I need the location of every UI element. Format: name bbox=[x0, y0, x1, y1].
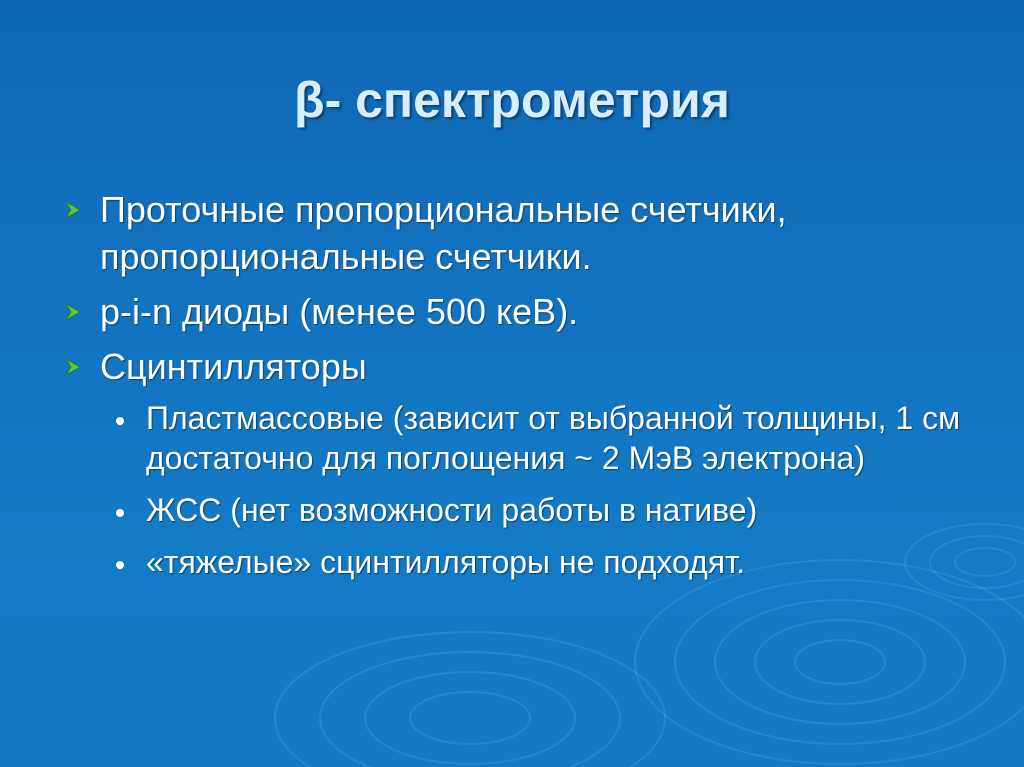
sub-bullet-text: «тяжелые» сцинтилляторы не подходят. bbox=[146, 544, 746, 580]
slide-title: β- спектрометрия bbox=[294, 72, 730, 128]
bullet-text: Проточные пропорциональные счетчики, пропорциональные счетчики. bbox=[100, 189, 787, 277]
sub-bullet-item bbox=[112, 490, 962, 530]
sub-bullet-item bbox=[112, 542, 962, 582]
bullet-text: Сцинтилляторы bbox=[100, 346, 367, 387]
bullet-text: p-i-n диоды (менее 500 кеВ). bbox=[100, 291, 579, 332]
green-arrow-icon bbox=[64, 302, 86, 322]
dot-icon bbox=[116, 561, 124, 569]
sub-bullet-item bbox=[112, 398, 962, 478]
bullet-item bbox=[62, 288, 962, 335]
sub-bullet-text: ЖСС (нет возможности работы в нативе) bbox=[146, 492, 758, 528]
dot-icon bbox=[116, 509, 124, 517]
dot-icon bbox=[116, 417, 124, 425]
bullet-list bbox=[62, 186, 962, 594]
green-arrow-icon bbox=[64, 200, 86, 220]
sub-bullet-text: Пластмассовые (зависит от выбранной толщины, 1 см достаточно для поглощения ~ 2 МэВ электрона) bbox=[146, 400, 961, 476]
bullet-item bbox=[62, 186, 962, 280]
green-arrow-icon bbox=[64, 357, 86, 377]
bullet-item bbox=[62, 343, 962, 390]
